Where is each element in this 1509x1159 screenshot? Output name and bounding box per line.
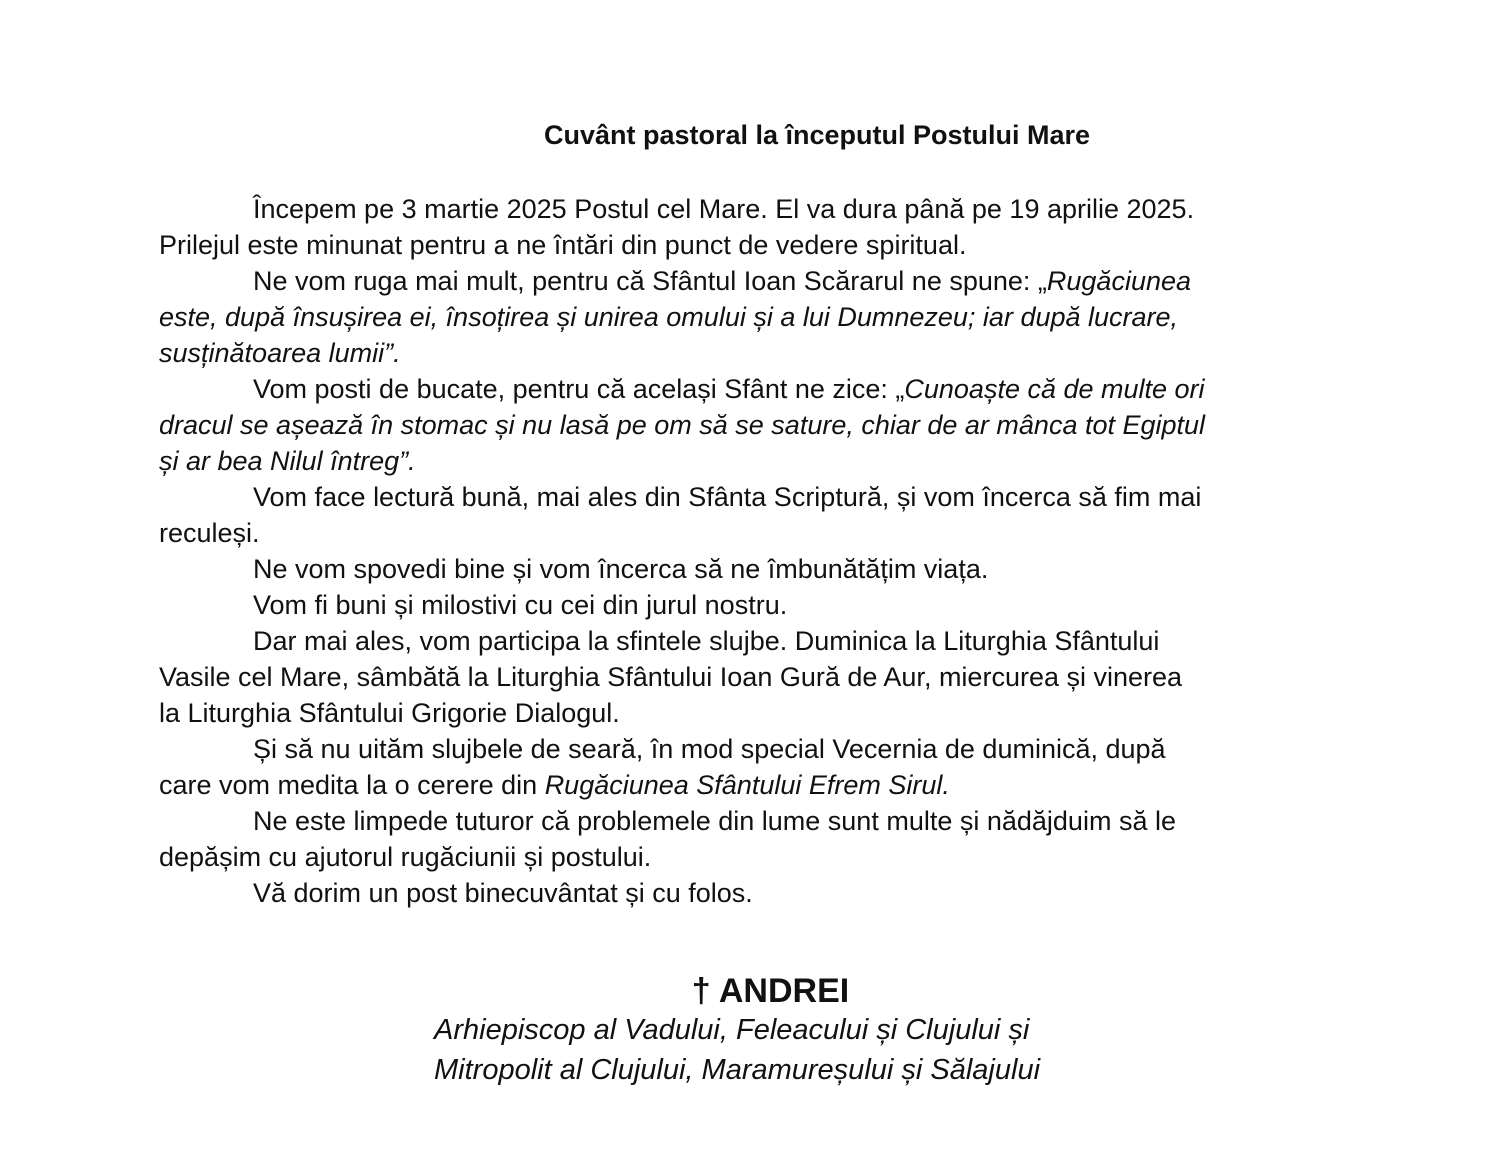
body-text: Vasile cel Mare, sâmbătă la Liturghia Sfântului Ioan Gură de Aur, miercurea și vinerea [159,662,1183,692]
quote-text: Rugăciunea [1046,266,1192,296]
quote-text: este, după însușirea ei, însoțirea și unirea omului și a lui Dumnezeu; iar după lucrare, [159,302,1179,332]
quote-text: Rugăciunea Sfântului Efrem Sirul. [544,770,950,800]
quote-text: Cunoaște că de multe ori [904,374,1205,404]
paragraph [159,587,1389,623]
paragraph [159,191,1389,263]
body-text: Vom posti de bucate, pentru că același Sfânt ne zice: „ [253,374,905,404]
paragraph [159,803,1389,875]
body-text: Ne vom ruga mai mult, pentru că Sfântul Ioan Scărarul ne spune: „ [253,266,1047,296]
text-line [159,191,1389,227]
text-line [159,371,1389,407]
text-line [159,587,1389,623]
text-line [159,443,1389,479]
body-text: care vom medita la o cerere din [159,770,545,800]
body-text: depășim cu ajutorul rugăciunii și postului. [159,842,652,872]
body-text: Și să nu uităm slujbele de seară, în mod special Vecernia de duminică, după [253,734,1166,764]
signature-role-line-1: Arhiepiscop al Vadului, Feleacului și Clujului și [434,1014,1030,1046]
signature-role-line-2: Mitropolit al Clujului, Maramureșului și Sălajului [434,1054,1041,1086]
body-text: Vom face lectură bună, mai ales din Sfânta Scriptură, și vom încerca să fim mai [253,482,1202,512]
paragraph [159,371,1389,479]
text-line [159,839,1389,875]
body-text: Ne este limpede tuturor că problemele din lume sunt multe și nădăjduim să le [253,806,1176,836]
body-text: Dar mai ales, vom participa la sfintele slujbe. Duminica la Liturghia Sfântului [253,626,1160,656]
quote-text: dracul se așează în stomac și nu lasă pe om să se sature, chiar de ar mânca tot Egiptul [159,410,1206,440]
paragraph [159,875,1389,911]
text-line [159,263,1389,299]
text-line [159,767,1389,803]
paragraph [159,263,1389,371]
paragraph [159,623,1389,731]
text-line [159,515,1389,551]
text-line [159,659,1389,695]
text-line [159,227,1389,263]
body-text: Ne vom spovedi bine și vom încerca să ne îmbunătățim viața. [253,554,989,584]
text-line [159,299,1389,335]
body-text: reculeși. [159,518,260,548]
text-line [159,335,1389,371]
document-body [159,191,1389,911]
body-text: Prilejul este minunat pentru a ne întări din punct de vedere spiritual. [159,230,967,260]
document-title: Cuvânt pastoral la începutul Postului Mare [543,120,1091,150]
text-line [159,731,1389,767]
text-line [159,803,1389,839]
text-line [159,875,1389,911]
paragraph [159,479,1389,551]
signature-name: † ANDREI [691,972,850,1010]
quote-text: și ar bea Nilul întreg”. [159,446,416,476]
body-text: Începem pe 3 martie 2025 Postul cel Mare. El va dura până pe 19 aprilie 2025. [253,194,1195,224]
text-line [159,479,1389,515]
body-text: la Liturghia Sfântului Grigorie Dialogul. [159,698,620,728]
body-text: Vom fi buni și milostivi cu cei din jurul nostru. [253,590,788,620]
text-line [159,695,1389,731]
text-line [159,407,1389,443]
paragraph [159,731,1389,803]
text-line [159,551,1389,587]
text-line [159,623,1389,659]
paragraph [159,551,1389,587]
body-text: Vă dorim un post binecuvântat și cu folos. [253,878,753,908]
quote-text: susținătoarea lumii”. [159,338,401,368]
